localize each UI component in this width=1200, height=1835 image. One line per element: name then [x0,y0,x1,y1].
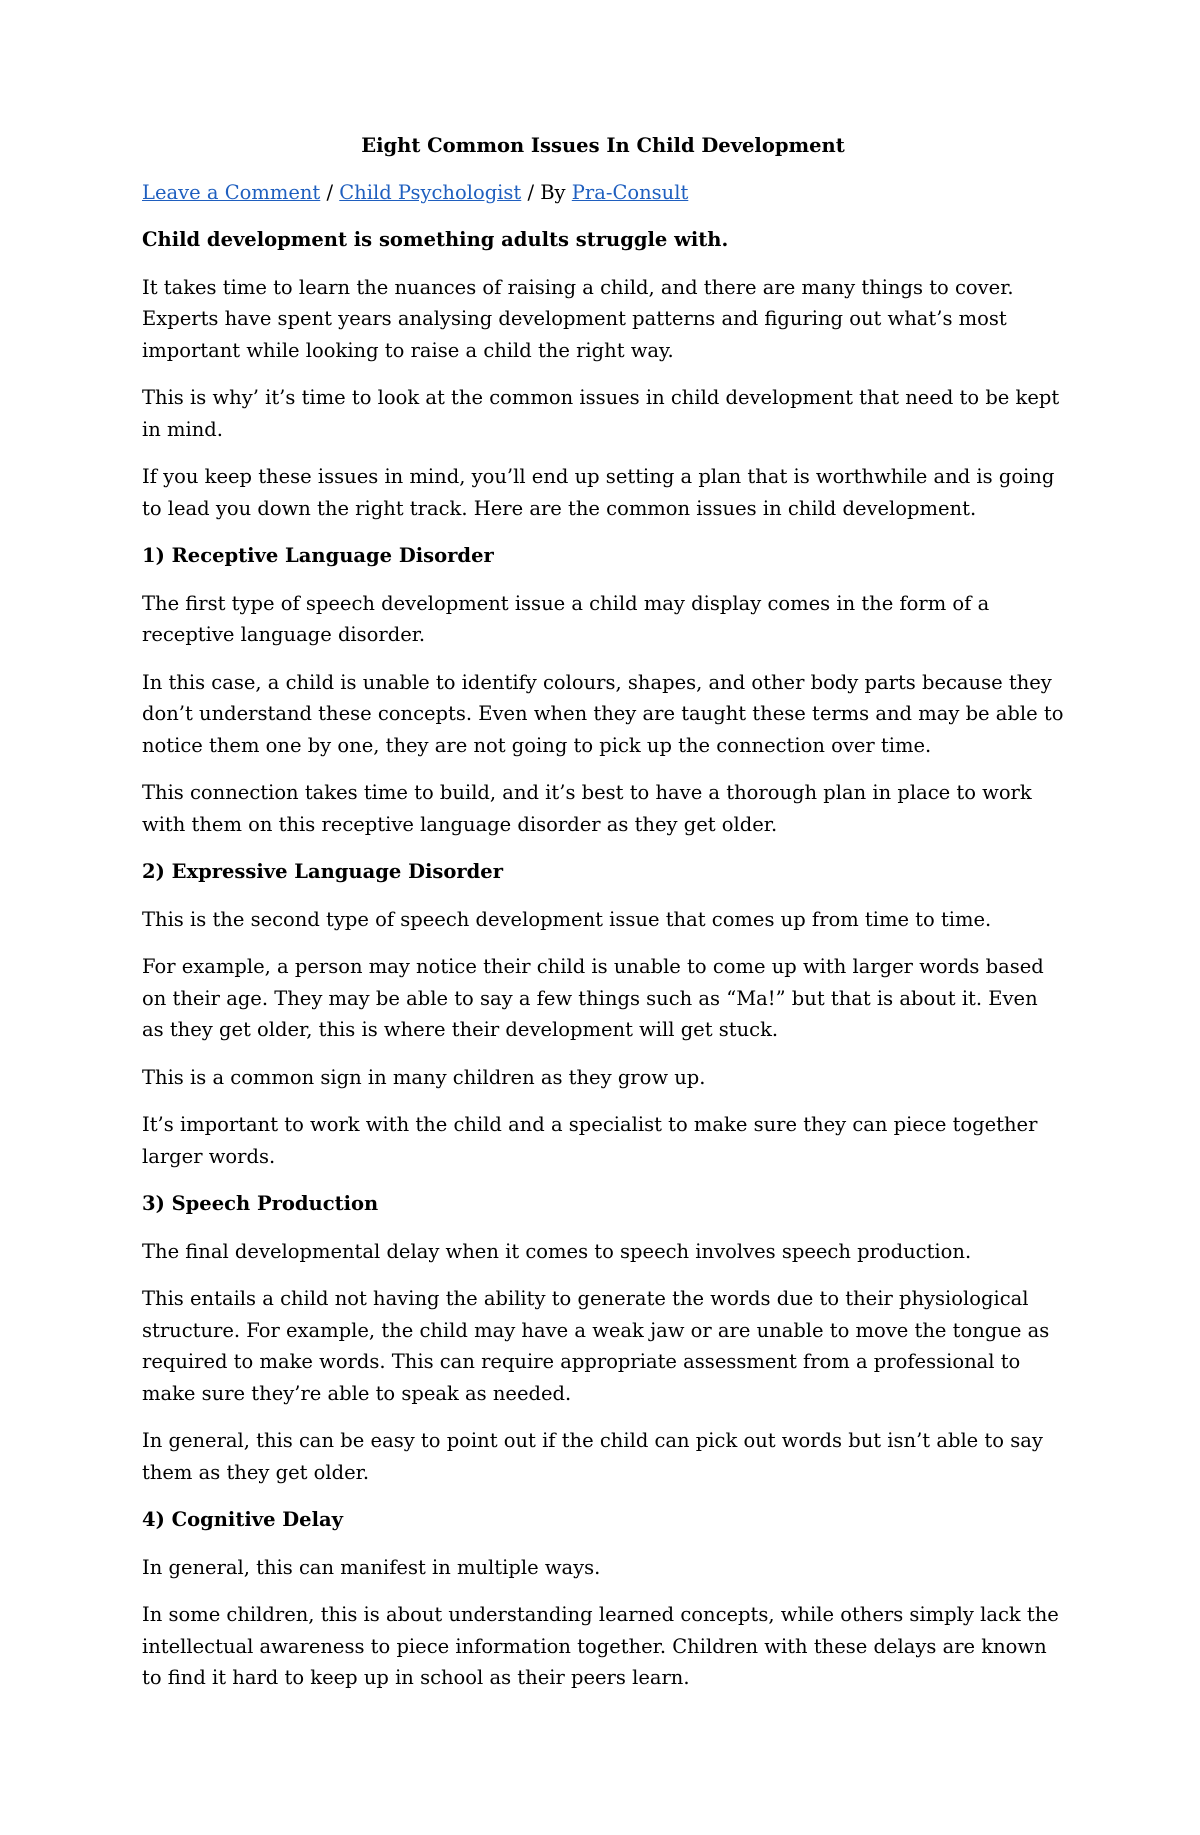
section-heading-cognitive-delay: 4) Cognitive Delay [142,1508,343,1531]
section-paragraph: The final developmental delay when it comes to speech involves speech production. [142,1239,972,1263]
author-link[interactable]: Pra-Consult [571,181,689,204]
section-paragraph: It’s important to work with the child and a specialist to make sure they can piece together larger words. [142,1113,1038,1168]
intro-paragraph: This is why’ it’s time to look at the common issues in child development that need to be kept in mind. [142,386,1060,441]
section-paragraph: The first type of speech development issue a child may display comes in the form of a receptive language disorder. [142,591,990,646]
intro-paragraph: If you keep these issues in mind, you’ll end up setting a plan that is worthwhile and is going to lead you down the right track. Here are the common issues in child development. [142,465,1055,520]
document-page [142,130,1064,1710]
section-paragraph: This is the second type of speech development issue that comes up from time to time. [142,907,992,931]
section-paragraph: For example, a person may notice their child is unable to come up with larger words based on their age. They may be able to say a few things such as “Ma!” but that is about it. Even as they get older, this is where their development will get stuck. [142,955,1044,1041]
intro-paragraph: It takes time to learn the nuances of raising a child, and there are many things to cover. Experts have spent years analysing development patterns and figuring out what’s most important while looking to raise a child the right way. [142,275,1014,362]
section-paragraph: In general, this can manifest in multiple ways. [142,1555,601,1579]
post-meta-byline [142,177,1064,209]
section-paragraph: This entails a child not having the ability to generate the words due to their physiological structure. For example, the child may have a weak jaw or are unable to move the tongue as required to make words. This can require appropriate assessment from a professional to make sure they’re able to speak as needed. [142,1287,1050,1405]
section-heading-speech-production: 3) Speech Production [142,1192,379,1215]
section-paragraph: This connection takes time to build, and it’s best to have a thorough plan in place to work with them on this receptive language disorder as they get older. [142,781,1032,836]
leave-comment-link[interactable]: Leave a Comment [142,181,321,204]
section-paragraph: In general, this can be easy to point out if the child can pick out words but isn’t able to say them as they get older. [142,1429,1043,1484]
page-title: Eight Common Issues In Child Development [361,134,845,157]
section-heading-receptive-language: 1) Receptive Language Disorder [142,544,494,567]
section-paragraph: This is a common sign in many children as they grow up. [142,1065,706,1089]
section-heading-expressive-language: 2) Expressive Language Disorder [142,860,503,883]
category-link[interactable]: Child Psychologist [339,181,522,204]
intro-lead: Child development is something adults struggle with. [142,228,729,251]
section-paragraph: In some children, this is about understanding learned concepts, while others simply lack the intellectual awareness to piece information together. Children with these delays are known to find it hard to keep up in school as their peers learn. [142,1603,1059,1689]
byline-by-text: / By [521,181,572,204]
byline-separator: / [320,181,340,204]
section-paragraph: In this case, a child is unable to identify colours, shapes, and other body parts because they don’t understand these concepts. Even when they are taught these terms and may be able to notice them one by one, they are not going to pick up the connection over time. [142,670,1064,757]
